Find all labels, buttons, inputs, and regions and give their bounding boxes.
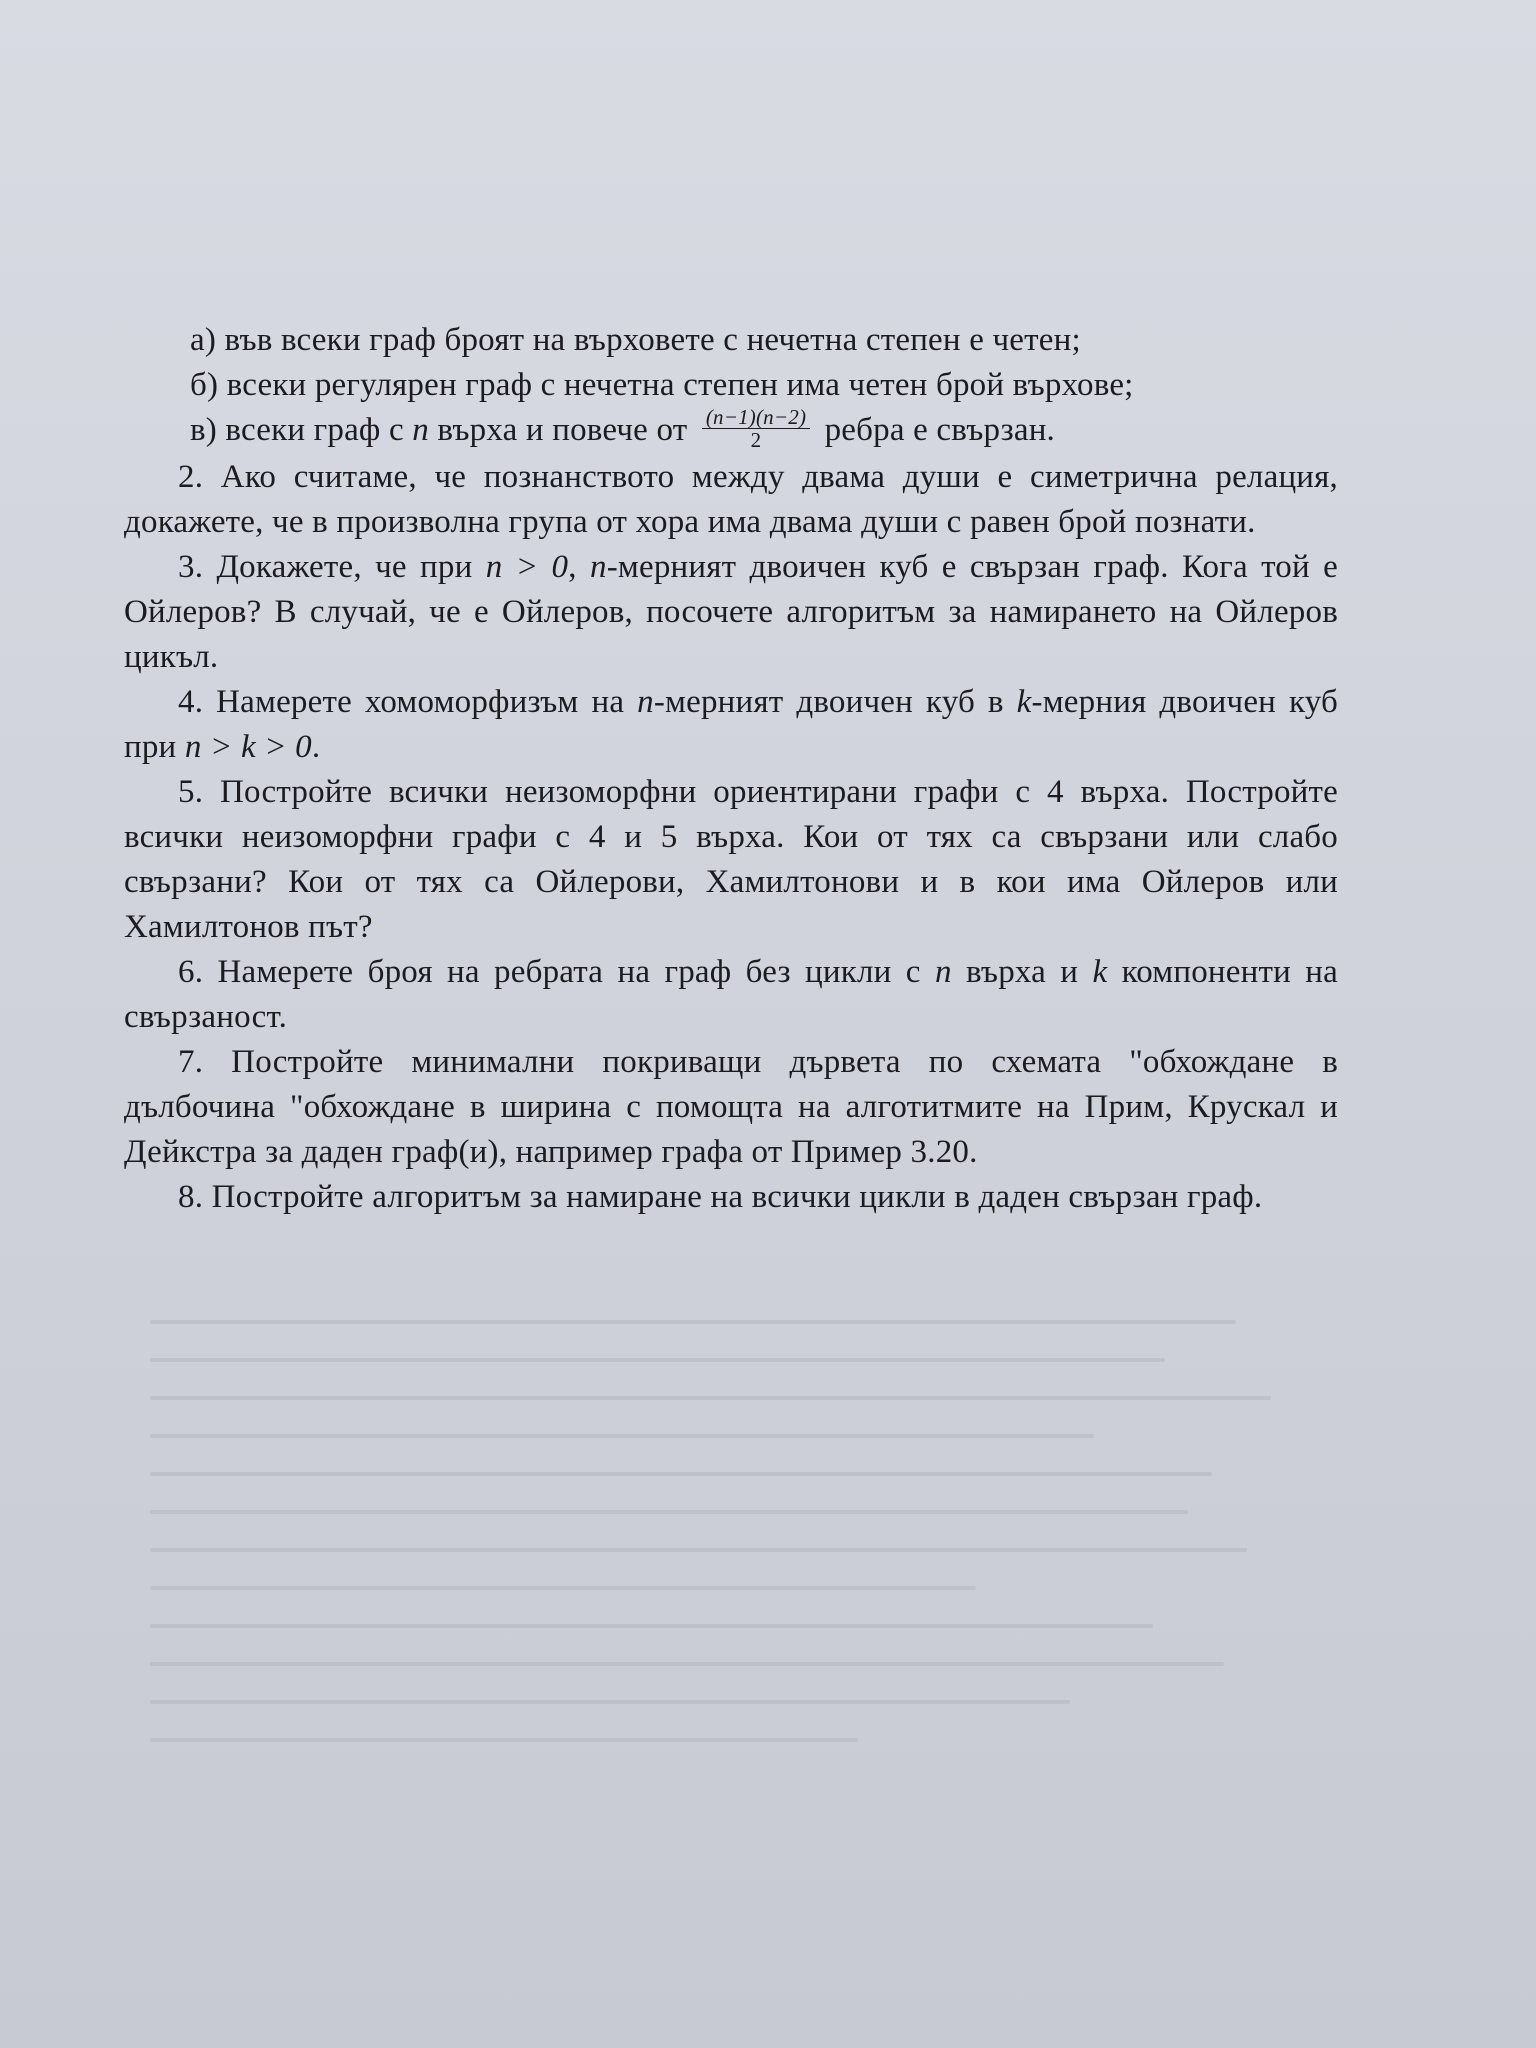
math-condition: n > k > 0 (184, 728, 312, 765)
math-n: n (637, 683, 654, 720)
math-condition: n > 0 (485, 548, 569, 585)
item-1b: б) всеки регулярен граф с нечетна степен има четен брой върхове; (190, 367, 1134, 403)
item-1v: в) всеки граф с n върха и повече от $\frac{(n-1)(n-2)}{2}$ ребра е свързан. (190, 404, 1056, 452)
item-7: 7. Постройте минимални покриващи дървета по схемата "обхождане в дълбочина "обхождане в ширина с помощта на алготитмите на Прим, Крускал и Дейкстра за даден граф(и), например графа от Пример 3.20. (124, 1043, 1338, 1170)
item-6: 6. Намерете броя на ребрата на граф без цикли с n върха и k компоненти на свързаност. (124, 953, 1338, 1035)
math-n: n (412, 412, 429, 448)
math-n: n (934, 953, 952, 990)
math-k: k (1092, 953, 1108, 990)
fraction-denominator: 2 (750, 427, 762, 452)
math-n: n (590, 548, 607, 585)
exercise-text (124, 318, 1338, 1220)
item-1a: а) във всеки граф броят на върховете с нечетна степен е четен; (190, 322, 1081, 358)
item-4: 4. Намерете хомоморфизъм на n-мерният двоичен куб в k-мерния двоичен куб при n > k > 0. (124, 683, 1339, 765)
fraction (702, 406, 810, 451)
fraction-numerator: (n−1)(n−2) (702, 406, 810, 429)
item-5: 5. Постройте всички неизоморфни ориентирани графи с 4 върха. Постройте всички неизоморфни графи с 4 и 5 върха. Кои от тях са свързани или слабо свързани? Кои от тях са Ойлерови, Хамилтонови и в кои има Ойлеров или Хамилтонов път? (124, 773, 1338, 945)
math-k: k (1016, 683, 1032, 720)
item-8: 8. Постройте алгоритъм за намиране на всички цикли в даден свързан граф. (178, 1178, 1263, 1215)
bleed-through-text (150, 1320, 1330, 1880)
item-2: 2. Ако считаме, че познанството между двама души е симетрична релация, докажете, че в произволна група от хора има двама души с равен брой познати. (124, 458, 1338, 540)
item-3: 3. Докажете, че при n > 0, n-мерният двоичен куб е свързан граф. Кога той е Ойлеров? В случай, че е Ойлеров, посочете алгоритъм за намирането на Ойлеров цикъл. (124, 548, 1339, 675)
